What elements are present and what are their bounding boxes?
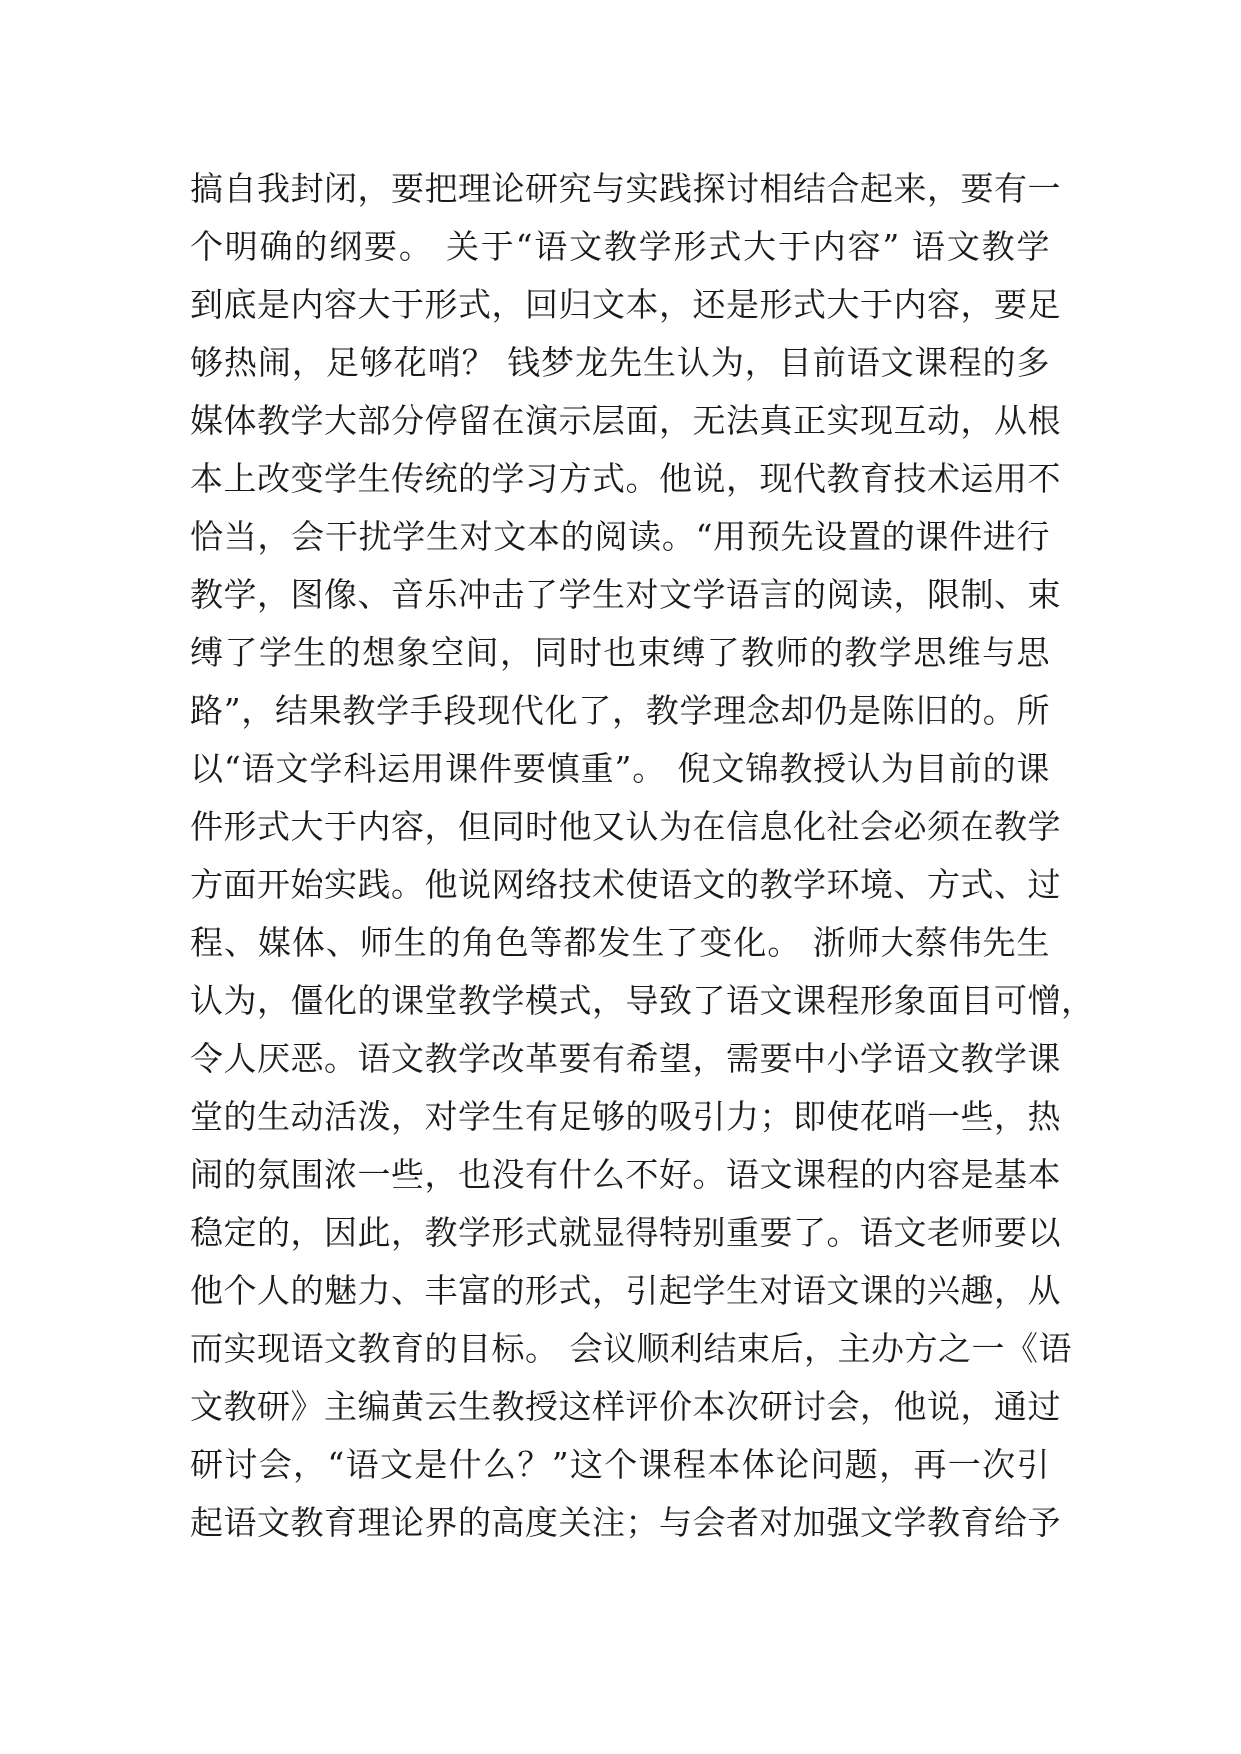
text-line: 到底是内容大于形式，回归文本，还是形式大于内容，要足: [190, 285, 1061, 324]
text-line: 令人厌恶。语文教学改革要有希望，需要中小学语文教学课: [190, 1039, 1061, 1078]
text-line: 件形式大于内容，但同时他又认为在信息化社会必须在教学: [190, 807, 1061, 846]
text-line: 认为，僵化的课堂教学模式，导致了语文课程形象面目可憎，: [190, 981, 1095, 1020]
text-line: 闹的氛围浓一些，也没有什么不好。语文课程的内容是基本: [190, 1155, 1061, 1194]
body-text: [190, 160, 1095, 1552]
text-line: 他个人的魅力、丰富的形式，引起学生对语文课的兴趣，从: [190, 1271, 1061, 1310]
text-line: 够热闹，足够花哨？ 钱梦龙先生认为，目前语文课程的多: [190, 343, 1050, 382]
text-line: 方面开始实践。他说网络技术使语文的教学环境、方式、过: [190, 865, 1061, 904]
text-line: 而实现语文教育的目标。 会议顺利结束后，主办方之一《语: [190, 1329, 1072, 1368]
text-line: 个明确的纲要。 关于“语文教学形式大于内容” 语文教学: [190, 227, 1050, 266]
text-line: 程、媒体、师生的角色等都发生了变化。 浙师大蔡伟先生: [190, 923, 1050, 962]
text-line: 搞自我封闭，要把理论研究与实践探讨相结合起来，要有一: [190, 169, 1061, 208]
text-line: 缚了学生的想象空间，同时也束缚了教师的教学思维与思: [190, 633, 1050, 672]
text-line: 堂的生动活泼，对学生有足够的吸引力；即使花哨一些，热: [190, 1097, 1061, 1136]
text-line: 稳定的，因此，教学形式就显得特别重要了。语文老师要以: [190, 1213, 1061, 1252]
text-line: 起语文教育理论界的高度关注；与会者对加强文学教育给予: [190, 1503, 1061, 1542]
text-line: 路”，结果教学手段现代化了，教学理念却仍是陈旧的。所: [190, 691, 1050, 730]
text-line: 本上改变学生传统的学习方式。他说，现代教育技术运用不: [190, 459, 1061, 498]
text-line: 研讨会，“语文是什么？”这个课程本体论问题，再一次引: [190, 1445, 1050, 1484]
text-line: 文教研》主编黄云生教授这样评价本次研讨会，他说，通过: [190, 1387, 1061, 1426]
text-line: 恰当，会干扰学生对文本的阅读。“用预先设置的课件进行: [190, 517, 1050, 556]
text-line: 媒体教学大部分停留在演示层面，无法真正实现互动，从根: [190, 401, 1061, 440]
text-line: 教学，图像、音乐冲击了学生对文学语言的阅读，限制、束: [190, 575, 1061, 614]
text-line: 以“语文学科运用课件要慎重”。 倪文锦教授认为目前的课: [190, 749, 1050, 788]
